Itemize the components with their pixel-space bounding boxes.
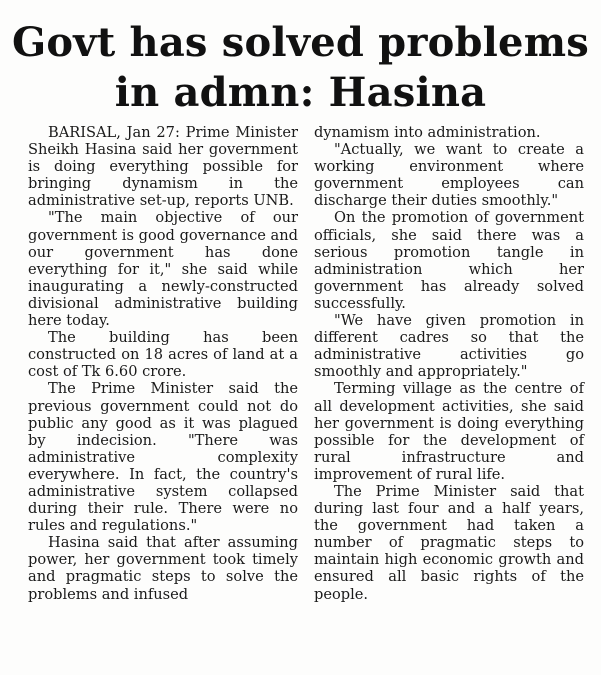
paragraph: Terming village as the centre of all development activities, she said her government is doing everything possible for the development of rural infrastructure and improvement of rural life. — [314, 380, 584, 483]
headline-line-1: Govt has solved problems — [12, 19, 589, 66]
paragraph: "The main objective of our government is good governance and our government has done everything for it," she said while inaugurating a newly-constructed divisional administrative building here today. — [28, 209, 298, 330]
article-body — [28, 124, 584, 603]
headline-line-2: in admn: Hasina — [114, 69, 487, 116]
headline — [0, 0, 601, 118]
right-column — [314, 124, 584, 603]
paragraph: "Actually, we want to create a working environment where government employees can discharge their duties smoothly." — [314, 141, 584, 210]
paragraph: On the promotion of government officials, she said there was a serious promotion tangle in administration which her government has already solved successfully. — [314, 209, 584, 312]
paragraph: The building has been constructed on 18 acres of land at a cost of Tk 6.60 crore. — [28, 329, 298, 381]
paragraph: The Prime Minister said the previous government could not do public any good as it was plagued by indecision. "There was administrative complexity everywhere. In fact, the country's administrative system collapsed during their rule. There were no rules and regulations." — [28, 380, 298, 535]
left-column — [28, 124, 298, 603]
paragraph: The Prime Minister said that during last four and a half years, the government had taken a number of pragmatic steps to maintain high economic growth and ensured all basic rights of the people. — [314, 482, 584, 603]
paragraph-continuation: dynamism into administration. — [314, 124, 541, 141]
paragraph: Hasina said that after assuming power, her government took timely and pragmatic steps to solve the problems and infused — [28, 534, 298, 603]
paragraph-dateline: BARISAL, Jan 27: Prime Minister Sheikh Hasina said her government is doing everything possible for bringing dynamism in the administrative set-up, reports UNB. — [28, 124, 298, 210]
paragraph: "We have given promotion in different cadres so that the administrative activities go smoothly and appropriately." — [314, 312, 584, 381]
